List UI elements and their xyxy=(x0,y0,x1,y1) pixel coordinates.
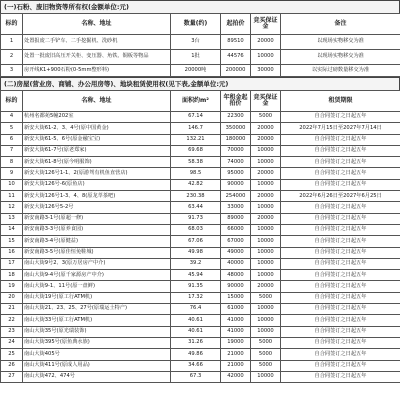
table-cell: 10000 xyxy=(251,258,281,269)
table-row xyxy=(1,292,400,303)
table-cell: 10000 xyxy=(251,50,281,65)
table-cell: 房开线K1+900石粉(0-5mm整形料) xyxy=(23,65,171,77)
table-cell: 自合同签订之日起五年 xyxy=(281,202,400,213)
table-cell: 南山大街472、474号 xyxy=(23,371,171,382)
table-row xyxy=(1,168,400,179)
table-cell: 89510 xyxy=(221,35,251,50)
table-cell: 70000 xyxy=(221,145,251,156)
table-cell: 44576 xyxy=(221,50,251,65)
table-cell: 20000 xyxy=(251,134,281,145)
table-cell: 新安大街126号-6(原鱼店) xyxy=(23,179,171,190)
header-cell: 标的 xyxy=(1,91,23,112)
table-cell: 30000 xyxy=(251,65,281,77)
table-cell: 66000 xyxy=(221,224,251,235)
table-cell: 南山大街19号(原工行ATM机) xyxy=(23,292,171,303)
table-cell: 新安南路3-1号(原超一修) xyxy=(23,213,171,224)
table-cell: 68.03 xyxy=(171,224,221,235)
table-row xyxy=(1,112,400,123)
table-cell: 15 xyxy=(1,236,23,247)
table-cell: 20000吨 xyxy=(171,65,221,77)
table-row xyxy=(1,258,400,269)
table-cell: 49000 xyxy=(221,247,251,258)
table-cell: 6 xyxy=(1,134,23,145)
table-cell: 以现场实物移交为准 xyxy=(281,50,400,65)
table-cell: 13 xyxy=(1,213,23,224)
table-cell: 5000 xyxy=(251,292,281,303)
table-cell: 2 xyxy=(1,50,23,65)
table-cell: 21000 xyxy=(221,349,251,360)
table-cell: 新安大街61-7号(原老郑家) xyxy=(23,145,171,156)
table-cell: 南山大街35号(原光瑞装饰) xyxy=(23,326,171,337)
table-cell: 67.14 xyxy=(171,112,221,123)
table-row xyxy=(1,191,400,202)
table-cell: 20000 xyxy=(251,213,281,224)
table-cell: 20000 xyxy=(251,168,281,179)
section1-caption: (一)石粉、废旧物资等所有权(金额单位:元) xyxy=(0,0,400,13)
table-cell: 45.94 xyxy=(171,270,221,281)
table-cell: 3台 xyxy=(171,35,221,50)
table-cell: 5000 xyxy=(251,349,281,360)
table-cell: 自合同签订之日起五年 xyxy=(281,224,400,235)
table-cell: 58.38 xyxy=(171,157,221,168)
table-cell: 5000 xyxy=(251,337,281,348)
table-cell: 南山大街411号(原成人用品) xyxy=(23,360,171,371)
table-cell: 42.82 xyxy=(171,179,221,190)
table-row xyxy=(1,304,400,315)
table-cell: 41000 xyxy=(221,315,251,326)
table-cell: 1 xyxy=(1,35,23,50)
table-cell: 22 xyxy=(1,315,23,326)
table-cell: 以实际过磅数量移交为准 xyxy=(281,65,400,77)
table-cell: 自合同签订之日起五年 xyxy=(281,270,400,281)
table-cell: 39.2 xyxy=(171,258,221,269)
table-cell: 91.35 xyxy=(171,281,221,292)
header-cell: 名称、地址 xyxy=(23,91,171,112)
table-cell: 自合同签订之日起五年 xyxy=(281,360,400,371)
table-cell: 10000 xyxy=(251,304,281,315)
table-row xyxy=(1,123,400,134)
table-cell: 67.06 xyxy=(171,236,221,247)
table-cell: 杭州名都苑5幢202室 xyxy=(23,112,171,123)
table-cell: 南山大街405号 xyxy=(23,349,171,360)
table-cell: 处置报废二手铲车、二手挖掘机、洗砂机 xyxy=(23,35,171,50)
table-cell: 17.32 xyxy=(171,292,221,303)
table-cell: 61000 xyxy=(221,304,251,315)
table-row xyxy=(1,179,400,190)
table-cell: 3 xyxy=(1,65,23,77)
table-cell: 49.86 xyxy=(171,349,221,360)
table-cell: 10000 xyxy=(251,202,281,213)
table-cell: 180000 xyxy=(221,134,251,145)
header-cell: 名称、地址 xyxy=(23,14,171,35)
table-cell: 自合同签订之日起五年 xyxy=(281,236,400,247)
table-cell: 90000 xyxy=(221,281,251,292)
table-row xyxy=(1,213,400,224)
table-cell: 14 xyxy=(1,224,23,235)
table-cell: 132.21 xyxy=(171,134,221,145)
table-cell: 自合同签订之日起五年 xyxy=(281,247,400,258)
table-cell: 27 xyxy=(1,371,23,382)
table-cell: 95000 xyxy=(221,168,251,179)
table-cell: 23 xyxy=(1,326,23,337)
table-cell: 31.26 xyxy=(171,337,221,348)
section1-header-row xyxy=(1,14,400,35)
table-cell: 18 xyxy=(1,270,23,281)
table-row xyxy=(1,145,400,156)
table-cell: 新安大街61-8号(原今明服饰) xyxy=(23,157,171,168)
table-cell: 26 xyxy=(1,360,23,371)
table-cell: 254000 xyxy=(221,191,251,202)
table-cell: 以现场实物移交为准 xyxy=(281,35,400,50)
table-cell: 南山大街9-4号(原千家源房产中介) xyxy=(23,270,171,281)
table-cell: 33000 xyxy=(221,202,251,213)
table-cell: 自合同签订之日起五年 xyxy=(281,134,400,145)
table-cell: 10000 xyxy=(251,236,281,247)
table-row xyxy=(1,50,400,65)
table-row xyxy=(1,202,400,213)
table-cell: 10000 xyxy=(251,247,281,258)
header-cell: 数量(约) xyxy=(171,14,221,35)
table-cell: 11 xyxy=(1,191,23,202)
table-cell: 自合同签订之日起五年 xyxy=(281,292,400,303)
table-cell: 处置一批废旧高压开关柜、变压器、角铁、铜板等物品 xyxy=(23,50,171,65)
table-cell: 自合同签订之日起五年 xyxy=(281,112,400,123)
table-cell: 63.44 xyxy=(171,202,221,213)
table-row xyxy=(1,337,400,348)
table-cell: 10000 xyxy=(251,224,281,235)
table-cell: 自合同签订之日起五年 xyxy=(281,157,400,168)
table-cell: 76.4 xyxy=(171,304,221,315)
table-cell: 20000 xyxy=(251,281,281,292)
table-row xyxy=(1,134,400,145)
table-row xyxy=(1,349,400,360)
table-cell: 10000 xyxy=(251,315,281,326)
table-cell: 自合同签订之日起五年 xyxy=(281,315,400,326)
table-cell: 新安南路3-5号(原佳恒免鞋城) xyxy=(23,247,171,258)
header-cell: 备注 xyxy=(281,14,400,35)
table-cell: 自合同签订之日起五年 xyxy=(281,179,400,190)
table-cell: 南山大街33号(原工行ATM机) xyxy=(23,315,171,326)
table-cell: 10000 xyxy=(251,270,281,281)
table-cell: 新安大街126号1-1、2(原游驾有机鱼直营店) xyxy=(23,168,171,179)
table-cell: 自合同签订之日起五年 xyxy=(281,145,400,156)
table-cell: 20000 xyxy=(251,35,281,50)
table-cell: 南山大街21、23、25、27号(原瑞运土特产) xyxy=(23,304,171,315)
table-cell: 南山大街395号(原鱼典水族) xyxy=(23,337,171,348)
table-cell: 91.73 xyxy=(171,213,221,224)
table-cell: 34.66 xyxy=(171,360,221,371)
table-cell: 7 xyxy=(1,145,23,156)
table-row xyxy=(1,157,400,168)
table-cell: 10000 xyxy=(251,326,281,337)
section2-caption: (二)房屋(营业房、商铺、办公用房等)、地块租赁使用权(见下表,金额单位:元) xyxy=(0,77,400,90)
table-row xyxy=(1,247,400,258)
table-cell: 67000 xyxy=(221,236,251,247)
header-cell: 租赁期限 xyxy=(281,91,400,112)
table-row xyxy=(1,326,400,337)
table-cell: 74000 xyxy=(221,157,251,168)
section1-table xyxy=(0,13,400,77)
table-row xyxy=(1,281,400,292)
table-row xyxy=(1,371,400,382)
table-cell: 自合同签订之日起五年 xyxy=(281,304,400,315)
table-cell: 9 xyxy=(1,168,23,179)
table-cell: 自合同签订之日起五年 xyxy=(281,371,400,382)
table-cell: 22300 xyxy=(221,112,251,123)
table-cell: 2022年6月26日至2027年6月25日 xyxy=(281,191,400,202)
table-cell: 自合同签订之日起五年 xyxy=(281,213,400,224)
table-cell: 69.68 xyxy=(171,145,221,156)
table-cell: 146.7 xyxy=(171,123,221,134)
table-cell: 17 xyxy=(1,258,23,269)
table-cell: 90000 xyxy=(221,179,251,190)
table-cell: 200000 xyxy=(221,65,251,77)
header-cell: 竞买保证金 xyxy=(251,91,281,112)
table-cell: 南山大街9-1、11号(原一盘鲜) xyxy=(23,281,171,292)
table-cell: 42000 xyxy=(221,371,251,382)
table-cell: 自合同签订之日起五年 xyxy=(281,258,400,269)
header-cell: 面积约m² xyxy=(171,91,221,112)
section2-table xyxy=(0,90,400,383)
table-cell: 5000 xyxy=(251,112,281,123)
table-cell: 20 xyxy=(1,292,23,303)
table-cell: 230.38 xyxy=(171,191,221,202)
section2-header-row xyxy=(1,91,400,112)
table-row xyxy=(1,360,400,371)
table-cell: 自合同签订之日起五年 xyxy=(281,326,400,337)
table-cell: 19 xyxy=(1,281,23,292)
table-cell: 67.3 xyxy=(171,371,221,382)
table-cell: 新安大街126号5-2号 xyxy=(23,202,171,213)
table-cell: 19000 xyxy=(221,337,251,348)
table-cell: 24 xyxy=(1,337,23,348)
table-cell: 自合同签订之日起五年 xyxy=(281,281,400,292)
table-cell: 48000 xyxy=(221,270,251,281)
table-cell: 新安南路3-3号(原养食园) xyxy=(23,224,171,235)
table-cell: 新安南路3-4号(原健益) xyxy=(23,236,171,247)
table-row xyxy=(1,35,400,50)
header-cell: 起拍价 xyxy=(221,14,251,35)
table-cell: 12 xyxy=(1,202,23,213)
table-cell: 350000 xyxy=(221,123,251,134)
table-cell: 5 xyxy=(1,123,23,134)
table-cell: 15000 xyxy=(221,292,251,303)
table-cell: 40.61 xyxy=(171,315,221,326)
table-cell: 21000 xyxy=(221,360,251,371)
table-cell: 10000 xyxy=(251,157,281,168)
table-cell: 16 xyxy=(1,247,23,258)
header-cell: 年租金起拍价 xyxy=(221,91,251,112)
table-cell: 4 xyxy=(1,112,23,123)
table-cell: 新安大街126号1-3、4、8(原龙萃茶吧) xyxy=(23,191,171,202)
table-cell: 40.61 xyxy=(171,326,221,337)
table-cell: 49.98 xyxy=(171,247,221,258)
table-cell: 20000 xyxy=(251,123,281,134)
table-row xyxy=(1,224,400,235)
table-cell: 41000 xyxy=(221,326,251,337)
table-row xyxy=(1,236,400,247)
table-cell: 21 xyxy=(1,304,23,315)
table-cell: 40000 xyxy=(221,258,251,269)
header-cell: 竞买保证金 xyxy=(251,14,281,35)
table-row xyxy=(1,270,400,281)
table-cell: 89000 xyxy=(221,213,251,224)
table-cell: 自合同签订之日起五年 xyxy=(281,168,400,179)
table-cell: 8 xyxy=(1,157,23,168)
table-cell: 10 xyxy=(1,179,23,190)
table-cell: 10000 xyxy=(251,179,281,190)
table-cell: 10000 xyxy=(251,145,281,156)
table-cell: 1批 xyxy=(171,50,221,65)
table-cell: 南山大街9号2、3(原万居房产中介) xyxy=(23,258,171,269)
table-cell: 2022年7月15日至2027年7月14日 xyxy=(281,123,400,134)
table-cell: 25 xyxy=(1,349,23,360)
header-cell: 标的 xyxy=(1,14,23,35)
table-cell: 5000 xyxy=(251,360,281,371)
table-cell: 20000 xyxy=(251,191,281,202)
table-row xyxy=(1,315,400,326)
table-cell: 98.5 xyxy=(171,168,221,179)
table-cell: 新安大街61-5、6号(原金融宝宝) xyxy=(23,134,171,145)
table-cell: 自合同签订之日起五年 xyxy=(281,337,400,348)
table-cell: 自合同签订之日起五年 xyxy=(281,349,400,360)
table-row xyxy=(1,65,400,77)
table-cell: 10000 xyxy=(251,371,281,382)
table-cell: 新安大街61-2、3、4号(原中国黄金) xyxy=(23,123,171,134)
